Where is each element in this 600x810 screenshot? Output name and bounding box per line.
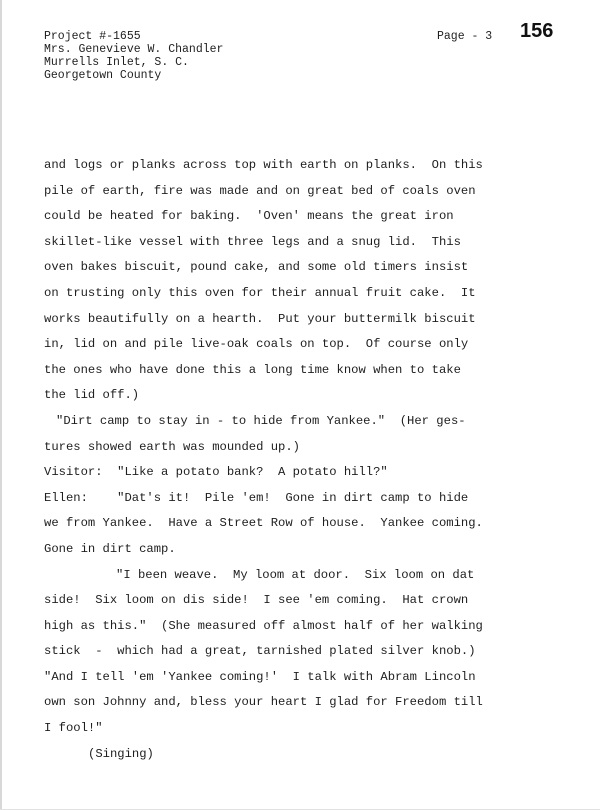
text-line: the lid off.) (44, 388, 140, 403)
text-line: Visitor: "Like a potato bank? A potato hill?" (44, 465, 388, 480)
text-line: the ones who have done this a long time know when to take (44, 362, 461, 377)
text-line: works beautifully on a hearth. Put your buttermilk biscuit (44, 311, 476, 326)
author-location: Murrells Inlet, S. C. (44, 56, 189, 69)
folio-number: 156 (520, 20, 554, 42)
text-line: Gone in dirt camp. (44, 541, 176, 556)
text-line: could be heated for baking. 'Oven' means the great iron (44, 209, 454, 224)
text-line: in, lid on and pile live-oak coals on top. Of course only (44, 337, 469, 352)
text-line: "Dirt camp to stay in - to hide from Yankee." (Her ges- (56, 413, 466, 428)
text-line: skillet-like vessel with three legs and a snug lid. This (44, 234, 461, 249)
header-block (44, 30, 223, 82)
text-line: side! Six loom on dis side! I see 'em coming. Hat crown (44, 593, 469, 608)
body-text (44, 157, 564, 771)
text-line: oven bakes biscuit, pound cake, and some old timers insist (44, 260, 469, 275)
text-line: own son Johnny and, bless your heart I glad for Freedom till (44, 695, 483, 710)
text-line: tures showed earth was mounded up.) (44, 439, 300, 454)
text-line: on trusting only this oven for their annual fruit cake. It (44, 285, 476, 300)
page-number: Page - 3 (437, 30, 493, 43)
text-line: "And I tell 'em 'Yankee coming!' I talk with Abram Lincoln (44, 669, 476, 684)
text-line: we from Yankee. Have a Street Row of house. Yankee coming. (44, 516, 483, 531)
text-line: and logs or planks across top with earth on planks. On this (44, 158, 483, 172)
county: Georgetown County (44, 69, 162, 82)
text-line: Ellen: "Dat's it! Pile 'em! Gone in dirt camp to hide (44, 490, 469, 505)
text-line: stick - which had a great, tarnished plated silver knob.) (44, 644, 476, 659)
text-line: pile of earth, fire was made and on great bed of coals oven (44, 183, 476, 198)
text-line: high as this." (She measured off almost half of her walking (44, 618, 483, 633)
scan-edge (0, 0, 2, 810)
author-name: Mrs. Genevieve W. Chandler (44, 43, 224, 56)
text-line: (Singing) (88, 746, 154, 761)
project-number: Project #-1655 (44, 30, 141, 43)
text-line: "I been weave. My loom at door. Six loom on dat (116, 567, 475, 582)
text-line: I fool!" (44, 721, 103, 736)
